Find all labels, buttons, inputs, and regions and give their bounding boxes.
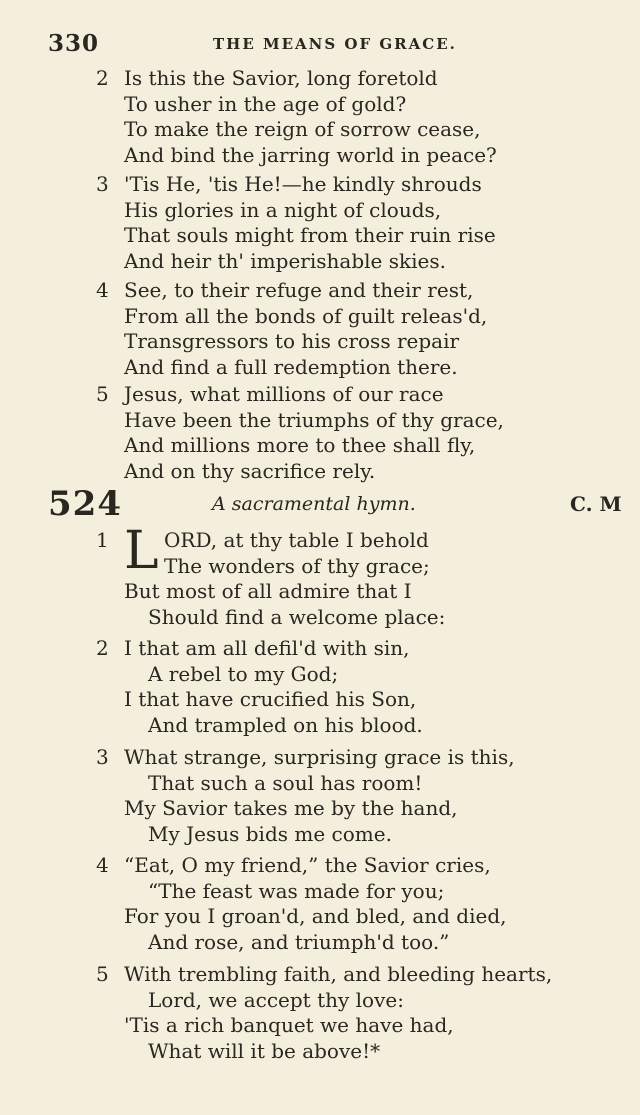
verse-line: A rebel to my God; <box>148 661 339 686</box>
verse-line: But most of all admire that I <box>124 579 412 603</box>
hymn-number: 524 <box>48 484 122 524</box>
verse-line: And trampled on his blood. <box>148 712 423 737</box>
stanza-number: 5 <box>96 962 109 986</box>
verse-line: Is this the Savior, long foretold <box>124 66 438 90</box>
verse-line: I that am all defil'd with sin, <box>124 636 410 660</box>
verse-line: What will it be above!* <box>148 1038 381 1063</box>
verse-line: ORD, at thy table I behold <box>164 528 429 552</box>
verse-line: 'Tis a rich banquet we have had, <box>124 1013 454 1037</box>
verse-line: My Jesus bids me come. <box>148 821 392 846</box>
verse-line: The wonders of thy grace; <box>164 553 430 578</box>
stanza-number: 3 <box>96 172 109 196</box>
page-header <box>48 30 608 58</box>
verse-line: For you I groan'd, and bled, and died, <box>124 904 507 928</box>
verse-line: “Eat, O my friend,” the Savior cries, <box>124 853 491 877</box>
verse-line: See, to their refuge and their rest, <box>124 278 474 302</box>
verse-line: From all the bonds of guilt releas'd, <box>124 303 488 328</box>
verse-line: And millions more to thee shall fly, <box>124 433 476 457</box>
verse-line: And rose, and triumph'd too.” <box>148 929 450 954</box>
hymn-meter: C. M <box>570 492 622 516</box>
verse-line: Jesus, what millions of our race <box>124 382 444 406</box>
verse-line: Have been the triumphs of thy grace, <box>124 407 504 432</box>
verse-line: 'Tis He, 'tis He!—he kindly shrouds <box>124 172 482 196</box>
verse-line: And bind the jarring world in peace? <box>124 142 497 167</box>
stanza-number: 4 <box>96 278 109 302</box>
drop-cap: L <box>124 521 159 581</box>
stanza-number: 5 <box>96 382 109 406</box>
verse-line: And find a full redemption there. <box>124 354 458 379</box>
verse-line: Should find a welcome place: <box>148 604 446 629</box>
hymn-heading <box>48 484 628 524</box>
running-title: THE MEANS OF GRACE. <box>213 35 457 53</box>
stanza-number: 3 <box>96 745 109 769</box>
verse-line: And heir th' imperishable skies. <box>124 248 446 273</box>
hymn-title: A sacramental hymn. <box>212 493 416 515</box>
page-number: 330 <box>48 30 100 57</box>
verse-line: That such a soul has room! <box>148 770 423 795</box>
verse-line: His glories in a night of clouds, <box>124 197 442 222</box>
verse-line: And on thy sacrifice rely. <box>124 458 376 483</box>
verse-line: Lord, we accept thy love: <box>148 987 404 1012</box>
verse-line: My Savior takes me by the hand, <box>124 796 458 820</box>
stanza-number: 2 <box>96 636 109 660</box>
stanza-number: 4 <box>96 853 109 877</box>
stanza-number: 1 <box>96 528 109 552</box>
verse-line: That souls might from their ruin rise <box>124 223 496 247</box>
verse-line: “The feast was made for you; <box>148 878 445 903</box>
verse-line: To usher in the age of gold? <box>124 91 407 116</box>
verse-line: With trembling faith, and bleeding hearts, <box>124 962 553 986</box>
verse-line: I that have crucified his Son, <box>124 687 417 711</box>
verse-line: To make the reign of sorrow cease, <box>124 117 481 141</box>
verse-line: Transgressors to his cross repair <box>124 329 460 353</box>
stanza-number: 2 <box>96 66 109 90</box>
verse-line: What strange, surprising grace is this, <box>124 745 515 769</box>
